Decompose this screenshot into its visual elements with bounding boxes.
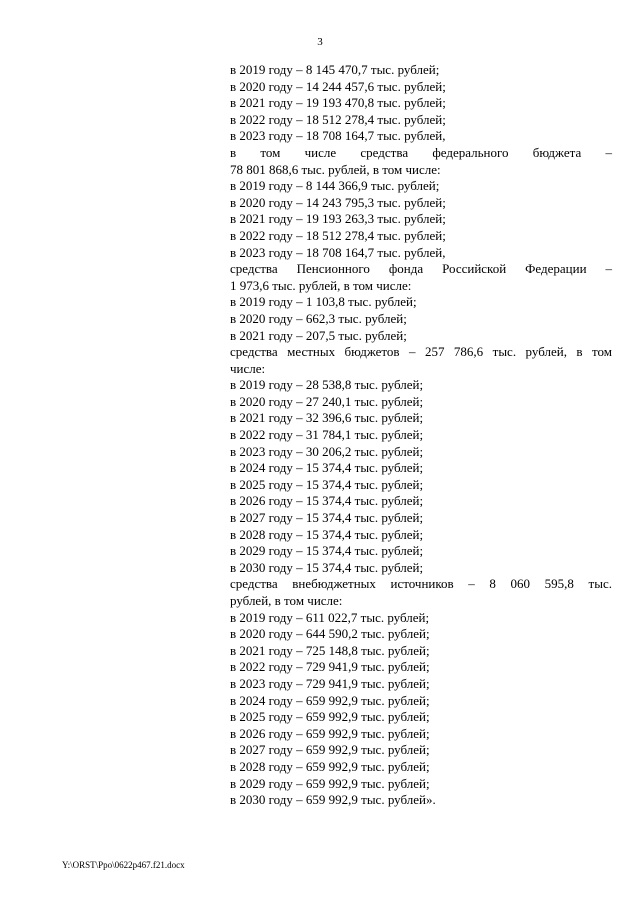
list-item: в 2020 году – 27 240,1 тыс. рублей; (230, 393, 424, 409)
list-item: в 2027 году – 15 374,4 тыс. рублей; (230, 510, 424, 526)
list-item: в 2020 году – 14 244 457,6 тыс. рублей; (230, 78, 446, 94)
list-item: в 2023 году – 18 708 164,7 тыс. рублей, (230, 128, 446, 144)
local-budget-list (230, 377, 612, 576)
list-item: в 2030 году – 659 992,9 тыс. рублей». (230, 792, 436, 808)
list-item: в 2028 году – 659 992,9 тыс. рублей; (230, 758, 430, 774)
list-item: в 2021 году – 207,5 тыс. рублей; (230, 327, 407, 343)
extrabudgetary-paragraph (230, 576, 612, 609)
list-item: в 2021 году – 19 193 263,3 тыс. рублей; (230, 211, 446, 227)
list-item: в 2020 году – 662,3 тыс. рублей; (230, 310, 407, 326)
paragraph-line: числе: (230, 360, 266, 376)
paragraph-line: рублей, в том числе: (230, 593, 343, 608)
page-number: 3 (317, 36, 323, 48)
list-item: в 2019 году – 611 022,7 тыс. рублей; (230, 609, 430, 625)
list-item: в 2023 году – 18 708 164,7 тыс. рублей, (230, 244, 446, 260)
document-body (230, 62, 612, 809)
paragraph-line: в том числе средства федерального бюджета – (230, 144, 612, 160)
list-item: в 2022 году – 18 512 278,4 тыс. рублей; (230, 111, 446, 127)
list-item: в 2023 году – 729 941,9 тыс. рублей; (230, 675, 430, 691)
footer-file-path: Y:\ORST\Ppo\0622p467.f21.docx (62, 860, 185, 870)
list-item: в 2027 году – 659 992,9 тыс. рублей; (230, 742, 430, 758)
federal-budget-paragraph (230, 145, 612, 178)
list-item: в 2019 году – 8 144 366,9 тыс. рублей; (230, 178, 440, 194)
list-item: в 2025 году – 15 374,4 тыс. рублей; (230, 476, 424, 492)
paragraph-line: 78 801 868,6 тыс. рублей, в том числе: (230, 161, 441, 177)
list-item: в 2024 году – 659 992,9 тыс. рублей; (230, 692, 430, 708)
list-item: в 2021 году – 32 396,6 тыс. рублей; (230, 410, 424, 426)
list-item: в 2030 году – 15 374,4 тыс. рублей; (230, 559, 424, 575)
list-item: в 2019 году – 8 145 470,7 тыс. рублей; (230, 62, 440, 77)
list-item: в 2026 году – 659 992,9 тыс. рублей; (230, 725, 430, 741)
pension-fund-list (230, 294, 612, 344)
list-item: в 2022 году – 31 784,1 тыс. рублей; (230, 427, 424, 443)
paragraph-line: средства Пенсионного фонда Российской Федерации – (230, 261, 612, 277)
list-item: в 2022 году – 18 512 278,4 тыс. рублей; (230, 227, 446, 243)
list-item: в 2020 году – 14 243 795,3 тыс. рублей; (230, 194, 446, 210)
list-item: в 2024 году – 15 374,4 тыс. рублей; (230, 460, 424, 476)
paragraph-line: средства внебюджетных источников – 8 060 595,8 тыс. (230, 576, 612, 592)
list-item: в 2022 году – 729 941,9 тыс. рублей; (230, 659, 430, 675)
paragraph-line: 1 973,6 тыс. рублей, в том числе: (230, 277, 412, 293)
list-item: в 2029 году – 15 374,4 тыс. рублей; (230, 543, 424, 559)
paragraph-line: средства местных бюджетов – 257 786,6 тыс. рублей, в том (230, 344, 612, 360)
pension-fund-paragraph (230, 261, 612, 294)
list-item: в 2029 году – 659 992,9 тыс. рублей; (230, 775, 430, 791)
list-item: в 2025 году – 659 992,9 тыс. рублей; (230, 709, 430, 725)
funding-total-list (230, 62, 612, 145)
list-item: в 2021 году – 725 148,8 тыс. рублей; (230, 642, 430, 658)
list-item: в 2023 году – 30 206,2 тыс. рублей; (230, 443, 424, 459)
list-item: в 2019 году – 28 538,8 тыс. рублей; (230, 377, 424, 393)
local-budget-paragraph (230, 344, 612, 377)
list-item: в 2020 году – 644 590,2 тыс. рублей; (230, 626, 430, 642)
list-item: в 2019 году – 1 103,8 тыс. рублей; (230, 294, 417, 310)
list-item: в 2021 году – 19 193 470,8 тыс. рублей; (230, 95, 446, 111)
federal-budget-list (230, 178, 612, 261)
list-item: в 2026 году – 15 374,4 тыс. рублей; (230, 493, 424, 509)
list-item: в 2028 году – 15 374,4 тыс. рублей; (230, 526, 424, 542)
extrabudgetary-list (230, 610, 612, 809)
